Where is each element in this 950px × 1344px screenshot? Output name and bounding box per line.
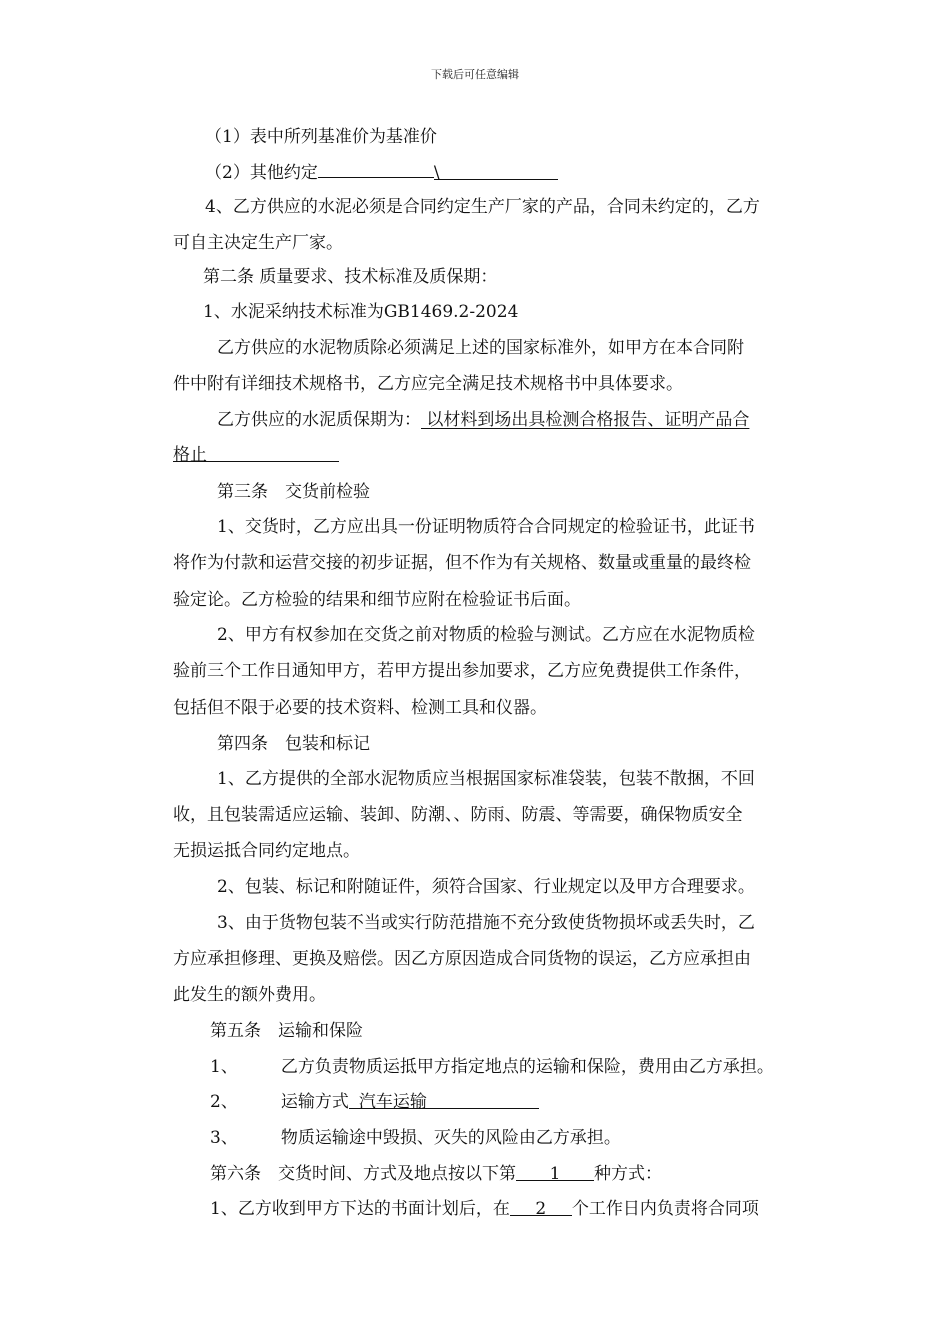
warranty-fill-end: 格止	[173, 445, 207, 465]
transport-item-2	[210, 1091, 865, 1113]
delivery-days-value: 2	[535, 1199, 547, 1219]
transport-method-value: 汽车运输	[358, 1092, 427, 1112]
paragraph-line: 验前三个工作日通知甲方，若甲方提出参加要求，乙方应免费提供工作条件，	[173, 661, 751, 681]
other-agreement-label: （2）其他约定	[205, 163, 318, 183]
delivery-days-suffix: 个工作日内负责将合同项	[571, 1199, 759, 1219]
paragraph-line: 验定论。乙方检验的结果和细节应附在检验证书后面。	[173, 590, 581, 610]
paragraph-line: 无损运抵合同约定地点。	[173, 841, 360, 861]
page-header-note: 下载后可任意编辑	[431, 68, 519, 81]
delivery-item-1	[210, 1198, 865, 1220]
paragraph-line: 件中附有详细技术规格书，乙方应完全满足技术规格书中具体要求。	[173, 374, 683, 394]
warranty-fill-blank	[173, 444, 339, 465]
article-heading-2: 第二条 质量要求、技术标准及质保期：	[203, 267, 498, 287]
delivery-method-suffix: 种方式：	[594, 1164, 662, 1184]
article-heading-5: 第五条 运输和保险	[210, 1021, 363, 1041]
paragraph-line: 1、交货时，乙方应出具一份证明物质符合合同规定的检验证书，此证书	[217, 517, 755, 537]
item-text: 物质运输途中毁损、灭失的风险由乙方承担。	[280, 1128, 621, 1148]
article-heading-6	[210, 1163, 865, 1185]
paragraph-line: 此发生的额外费用。	[173, 985, 326, 1005]
delivery-method-value: 1	[549, 1164, 561, 1184]
paragraph-line: 1、水泥采纳技术标准为GB1469.2-2024	[203, 302, 519, 322]
transport-method-label: 运输方式	[280, 1092, 349, 1112]
paragraph-line: 可自主决定生产厂家。	[173, 233, 343, 253]
line-warranty	[217, 409, 872, 431]
line-base-price: （1）表中所列基准价为基准价	[205, 127, 437, 147]
delivery-method-label: 第六条 交货时间、方式及地点按以下第	[210, 1164, 516, 1184]
item-text: 乙方负责物质运抵甲方指定地点的运输和保险，费用由乙方承担。	[280, 1057, 774, 1077]
transport-item-3	[210, 1127, 865, 1149]
paragraph-line: 乙方供应的水泥物质除必须满足上述的国家标准外，如甲方在本合同附	[217, 338, 744, 358]
delivery-days-blank	[510, 1198, 572, 1219]
item-number: 3、	[210, 1128, 238, 1148]
paragraph-line: 2、包装、标记和附随证件，须符合国家、行业规定以及甲方合理要求。	[217, 877, 755, 897]
warranty-fill: 以材料到场出具检测合格报告、证明产品合	[421, 410, 750, 430]
article-heading-4: 第四条 包装和标记	[217, 734, 370, 754]
article-heading-3: 第三条 交货前检验	[217, 482, 370, 502]
other-agreement-blank-1	[318, 160, 434, 178]
paragraph-line: 收，且包装需适应运输、装卸、防潮、、防雨、防震、等需要，确保物质安全	[173, 805, 743, 825]
line-warranty-cont	[173, 444, 828, 466]
paragraph-line: 包括但不限于必要的技术资料、检测工具和仪器。	[173, 698, 547, 718]
item-number: 1、	[210, 1057, 238, 1077]
transport-method-blank	[349, 1091, 539, 1112]
other-agreement-blank-2	[433, 162, 558, 183]
delivery-method-blank	[516, 1163, 594, 1184]
warranty-label: 乙方供应的水泥质保期为：	[217, 410, 421, 430]
paragraph-line: 1、乙方提供的全部水泥物质应当根据国家标准袋装，包装不散捆，不回	[217, 769, 755, 789]
paragraph-line: 4、乙方供应的水泥必须是合同约定生产厂家的产品，合同未约定的，乙方	[205, 197, 760, 217]
other-agreement-separator: \	[433, 163, 440, 183]
line-other-agreement	[205, 160, 860, 184]
delivery-days-label: 1、乙方收到甲方下达的书面计划后，在	[210, 1199, 510, 1219]
paragraph-line: 方应承担修理、更换及赔偿。因乙方原因造成合同货物的误运，乙方应承担由	[173, 949, 751, 969]
paragraph-line: 3、由于货物包装不当或实行防范措施不充分致使货物损坏或丢失时，乙	[217, 913, 755, 933]
transport-item-1	[210, 1056, 865, 1078]
paragraph-line: 将作为付款和运营交接的初步证据，但不作为有关规格、数量或重量的最终检	[173, 553, 751, 573]
item-number: 2、	[210, 1092, 238, 1112]
paragraph-line: 2、甲方有权参加在交货之前对物质的检验与测试。乙方应在水泥物质检	[217, 625, 755, 645]
